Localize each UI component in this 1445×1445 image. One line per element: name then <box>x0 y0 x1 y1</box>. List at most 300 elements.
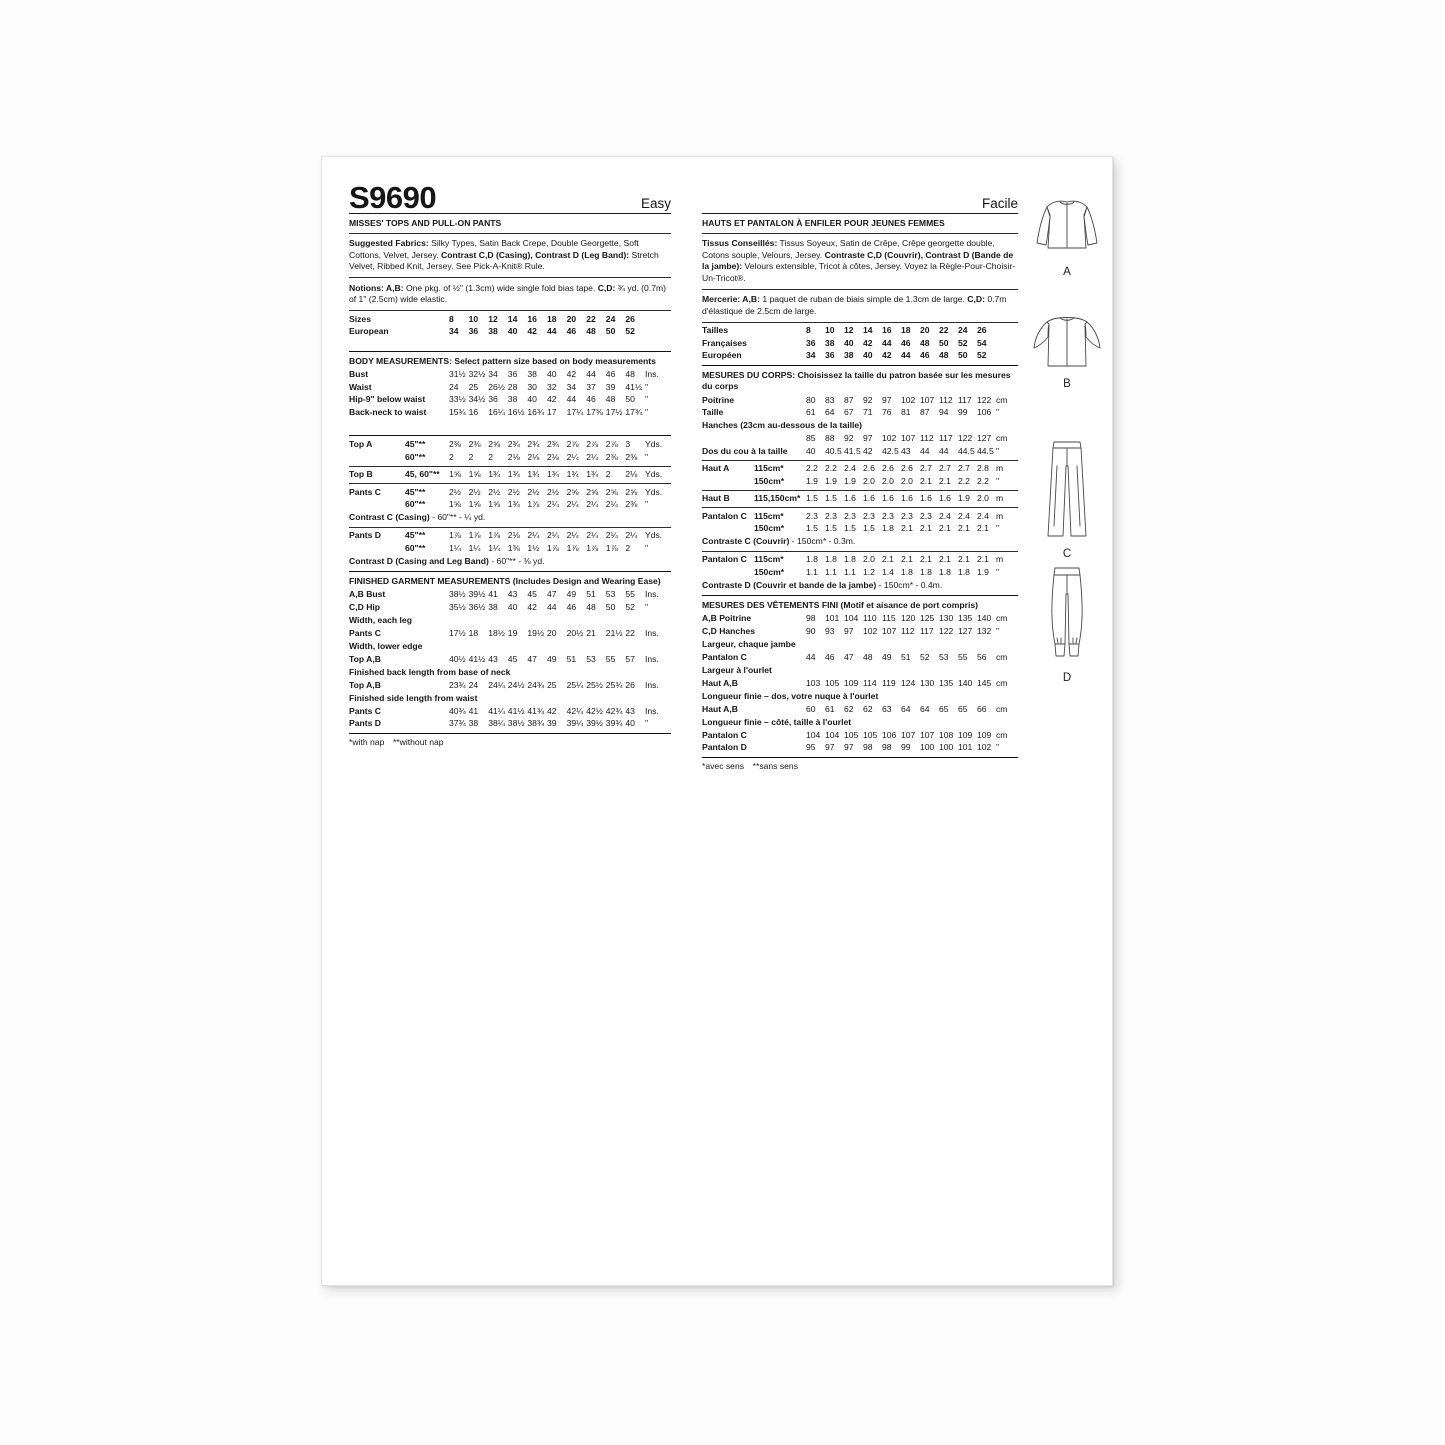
unit-cell: " <box>645 381 649 392</box>
value-cell: 62 <box>863 703 873 714</box>
value-cell: 114 <box>863 677 877 688</box>
value-cell: 55 <box>605 653 616 664</box>
value-cell: 53 <box>586 653 596 664</box>
value-cell: 103 <box>806 677 821 688</box>
value-cell: 49 <box>566 589 577 599</box>
table-row <box>702 651 1018 664</box>
value-cell: 41½ <box>625 381 643 392</box>
value-cell: 47 <box>527 653 537 664</box>
value-cell: 38 <box>507 394 518 404</box>
value-cell: 38 <box>488 601 498 612</box>
divider-thick <box>702 757 1018 758</box>
value-cell: 2.7 <box>958 463 970 473</box>
value-cell: 132 <box>977 625 992 636</box>
value-cell: 46 <box>920 350 930 360</box>
value-cell: 65 <box>958 703 968 714</box>
value-cell: 2.3 <box>901 510 913 521</box>
flutter-sleeve-top-icon <box>1031 305 1103 377</box>
value-cell: 41½ <box>507 705 525 716</box>
unit-cell: cm <box>996 703 1008 714</box>
row-sublabel: 45, 60"** <box>405 469 440 479</box>
table-row <box>702 350 1018 363</box>
value-cell: 2.2 <box>806 463 818 473</box>
value-cell: 44 <box>547 326 557 336</box>
value-cell: 135 <box>939 677 954 688</box>
value-cell: 2¼ <box>566 530 579 540</box>
value-cell: 55 <box>958 651 968 662</box>
value-cell: 2½ <box>449 486 461 497</box>
divider <box>349 277 671 278</box>
unit-cell: m <box>996 554 1004 564</box>
row-label: C,D Hanches <box>702 625 756 636</box>
bold-text: Width, each leg <box>349 614 412 625</box>
value-cell: 45 <box>527 589 537 599</box>
value-cell: 34½ <box>468 394 486 404</box>
value-cell: 26½ <box>488 381 505 392</box>
unit-cell: " <box>645 394 649 404</box>
section-header: MISSES' TOPS AND PULL-ON PANTS <box>349 217 502 228</box>
value-cell: 105 <box>844 729 859 740</box>
value-cell: 17¾ <box>625 406 643 417</box>
table-row <box>702 677 1018 690</box>
value-cell: 36½ <box>468 601 486 612</box>
value-cell: 106 <box>977 407 992 417</box>
value-cell: 1⅝ <box>468 469 481 479</box>
value-cell: 40¾ <box>449 705 466 716</box>
value-cell: 1⅜ <box>507 542 520 553</box>
value-cell: 48 <box>939 350 949 360</box>
value-cell: 50 <box>625 394 635 404</box>
value-cell: 32 <box>547 381 557 392</box>
unit-cell: cm <box>996 394 1008 405</box>
value-cell: 122 <box>977 394 992 405</box>
unit-cell: " <box>996 566 1000 577</box>
table-row <box>702 554 1018 567</box>
unit-cell: Ins. <box>645 679 659 690</box>
value-cell: 44 <box>882 337 892 348</box>
value-cell: 94 <box>939 407 949 417</box>
value-cell: 2.2 <box>958 475 970 486</box>
value-cell: 31½ <box>449 369 466 379</box>
value-cell: 3 <box>625 439 631 449</box>
value-cell: 140 <box>977 613 992 623</box>
value-cell: 1.1 <box>825 566 837 577</box>
value-cell: 25½ <box>586 679 603 690</box>
value-cell: 109 <box>958 729 973 740</box>
value-cell: 1.9 <box>844 475 856 486</box>
value-cell: 39¼ <box>566 718 584 728</box>
value-cell: 2.6 <box>882 463 894 473</box>
value-cell: 2¼ <box>547 530 559 540</box>
value-cell: 122 <box>958 433 973 443</box>
value-cell: 67 <box>844 407 854 417</box>
spacer <box>349 338 671 348</box>
value-cell: 21 <box>586 627 596 638</box>
unit-cell: m <box>996 493 1004 503</box>
value-cell: 22 <box>939 325 949 335</box>
row-sublabel: 115,150cm* <box>754 493 801 503</box>
value-cell: 106 <box>882 729 897 740</box>
text: Velours extensible, Tricot à côtes, Jersey. Voyez la Règle-Pour-Choisir-Un-Tricot®. <box>702 261 1016 283</box>
value-cell: 2¼ <box>625 530 638 540</box>
value-cell: 2.0 <box>863 554 875 564</box>
value-cell: 48 <box>586 601 596 612</box>
value-cell: 1½ <box>527 542 540 553</box>
text: 0.7m d'élastique de 2.5cm de large. <box>702 294 1007 316</box>
value-cell: 1.5 <box>825 523 837 533</box>
value-cell: 2¾ <box>527 439 540 449</box>
value-cell: 42¾ <box>605 705 623 716</box>
value-cell: 1.5 <box>844 523 856 533</box>
garment-label-a: A <box>1063 266 1071 278</box>
value-cell: 64 <box>901 703 911 714</box>
value-cell: 22 <box>625 627 635 638</box>
value-cell: 2¾ <box>547 439 559 449</box>
value-cell: 41¼ <box>488 705 505 716</box>
value-cell: 2.4 <box>939 510 951 521</box>
row-label: Top A,B <box>349 653 381 664</box>
value-cell: 1⅞ <box>566 542 579 553</box>
value-cell: 19½ <box>527 627 545 638</box>
value-cell: 50 <box>605 601 616 612</box>
value-cell: 105 <box>863 729 878 740</box>
value-cell: 2⅜ <box>625 499 638 509</box>
table-row <box>702 510 1018 523</box>
value-cell: 52 <box>958 337 968 348</box>
unit-cell: " <box>996 475 1000 486</box>
unit-cell: cm <box>996 729 1008 740</box>
value-cell: 104 <box>844 613 859 623</box>
value-cell: 60 <box>806 703 816 714</box>
cuffed-jogger-pants-icon <box>1037 559 1097 671</box>
table-note <box>702 664 1018 678</box>
value-cell: 2¼ <box>527 530 540 540</box>
value-cell: 100 <box>939 742 954 752</box>
value-cell: 1.8 <box>901 566 913 577</box>
value-cell: 2.1 <box>939 554 951 564</box>
value-cell: 1¾ <box>507 499 520 509</box>
value-cell: 36 <box>507 369 518 379</box>
french-column-header <box>702 179 1018 214</box>
value-cell: 85 <box>806 433 816 443</box>
value-cell: 2 <box>488 451 493 462</box>
paragraph <box>702 292 1018 320</box>
value-cell: 41 <box>488 589 498 599</box>
value-cell: 36 <box>468 326 479 336</box>
value-cell: 18 <box>468 627 479 638</box>
value-cell: 50 <box>605 326 616 336</box>
row-sublabel: 60"** <box>405 451 426 462</box>
value-cell: 48 <box>625 369 635 379</box>
value-cell: 102 <box>863 625 878 636</box>
value-cell: 35½ <box>449 601 466 612</box>
table-row <box>349 627 671 640</box>
value-cell: 40 <box>507 326 518 336</box>
value-cell: 16½ <box>507 406 525 417</box>
row-label: C,D Hip <box>349 601 381 612</box>
divider <box>702 551 1018 552</box>
row-sublabel: 115cm* <box>754 510 784 521</box>
value-cell: 39 <box>605 381 616 392</box>
value-cell: 145 <box>977 677 992 688</box>
table-row <box>702 325 1018 338</box>
table-note <box>349 511 671 525</box>
text: One pkg. of ½" (1.3cm) wide single fold bias tape. <box>403 282 598 293</box>
value-cell: 1.9 <box>977 566 989 577</box>
english-tables <box>349 216 671 750</box>
value-cell: 2.6 <box>901 463 913 473</box>
table-note <box>349 640 671 654</box>
value-cell: 18½ <box>488 627 505 638</box>
row-label: Bust <box>349 369 369 379</box>
value-cell: 2 <box>605 469 611 479</box>
value-cell: 1¾ <box>488 469 501 479</box>
table-note <box>349 736 671 750</box>
value-cell: 22 <box>586 313 596 324</box>
bold-text: Longueur finie – dos, votre nuque à l'ourlet <box>702 690 879 701</box>
value-cell: 40 <box>527 394 537 404</box>
value-cell: 38 <box>488 326 498 336</box>
value-cell: 102 <box>882 433 897 443</box>
value-cell: 25¼ <box>566 679 584 690</box>
unit-cell: m <box>996 510 1004 521</box>
unit-cell: m <box>996 463 1004 473</box>
value-cell: 107 <box>901 433 916 443</box>
value-cell: 2.1 <box>920 475 932 486</box>
table-row <box>349 679 671 692</box>
value-cell: 17¼ <box>566 406 584 417</box>
table-note <box>349 692 671 706</box>
divider-thick <box>349 733 671 734</box>
value-cell: 2.3 <box>920 510 932 521</box>
value-cell: 2.1 <box>882 554 894 564</box>
value-cell: 40 <box>806 445 816 456</box>
value-cell: 38 <box>825 337 835 348</box>
row-label: Pantalon C <box>702 510 747 521</box>
value-cell: 112 <box>939 394 953 405</box>
pattern-number: S9690 <box>349 180 437 215</box>
value-cell: 135 <box>958 613 973 623</box>
unit-cell: " <box>996 407 1000 417</box>
value-cell: 17⅜ <box>586 406 603 417</box>
value-cell: 44.5 <box>977 445 994 456</box>
bold-text: Hanches (23cm au-dessous de la taille) <box>702 420 862 430</box>
garment-view-c <box>1028 433 1106 560</box>
value-cell: 61 <box>806 407 816 417</box>
value-cell: 44 <box>920 445 930 456</box>
value-cell: 1.8 <box>806 554 818 564</box>
value-cell: 2.7 <box>939 463 951 473</box>
table-row <box>349 530 671 543</box>
value-cell: 2½ <box>547 486 559 497</box>
value-cell: 2½ <box>468 486 481 497</box>
value-cell: 25¾ <box>605 679 623 690</box>
value-cell: 42 <box>547 394 557 404</box>
value-cell: 92 <box>844 433 854 443</box>
value-cell: 51 <box>901 651 911 662</box>
bold-text: Suggested Fabrics: <box>349 238 429 248</box>
value-cell: 90 <box>806 625 816 636</box>
paragraph <box>349 236 671 276</box>
value-cell: 57 <box>625 653 635 664</box>
value-cell: 40 <box>863 350 873 360</box>
value-cell: 32½ <box>468 369 486 379</box>
straight-leg-pants-icon <box>1037 433 1097 547</box>
spacer <box>349 419 671 433</box>
value-cell: 37 <box>586 381 596 392</box>
value-cell: 20 <box>566 313 577 324</box>
value-cell: 16¼ <box>488 406 505 417</box>
table-row <box>349 718 671 731</box>
value-cell: 1.9 <box>806 475 818 486</box>
bold-text: Contraste C (Couvrir) <box>702 536 790 546</box>
unit-cell: Ins. <box>645 589 659 599</box>
value-cell: 1¾ <box>527 469 540 479</box>
value-cell: 88 <box>825 433 835 443</box>
row-label: Pantalon C <box>702 729 747 740</box>
value-cell: 102 <box>901 394 916 405</box>
value-cell: 2½ <box>488 486 501 497</box>
unit-cell: Ins. <box>645 369 659 379</box>
value-cell: 24 <box>605 313 616 324</box>
value-cell: 39½ <box>586 718 603 728</box>
row-sublabel: 150cm* <box>754 566 785 577</box>
value-cell: 97 <box>825 742 835 752</box>
value-cell: 40 <box>547 369 557 379</box>
unit-cell: cm <box>996 613 1008 623</box>
value-cell: 1⅞ <box>605 542 618 553</box>
value-cell: 2.0 <box>863 475 875 486</box>
bold-text: Mercerie: A,B: <box>702 294 760 304</box>
value-cell: 105 <box>825 677 840 688</box>
value-cell: 48 <box>863 651 873 662</box>
value-cell: 49 <box>882 651 892 662</box>
value-cell: 1¾ <box>566 469 579 479</box>
value-cell: 10 <box>825 325 835 335</box>
unit-cell: " <box>645 718 649 728</box>
row-sublabel: 115cm* <box>754 554 784 564</box>
bold-text: Contraste C,D (Couvrir), Contrast D (Bande de la jambe): <box>702 249 1014 271</box>
value-cell: 2.1 <box>939 475 951 486</box>
value-cell: 1.5 <box>806 523 818 533</box>
value-cell: 46 <box>566 601 577 612</box>
value-cell: 55 <box>625 589 635 599</box>
value-cell: 1⅝ <box>449 499 461 509</box>
value-cell: 107 <box>920 394 935 405</box>
unit-cell: Yds. <box>645 486 663 497</box>
value-cell: 2.1 <box>958 554 970 564</box>
bold-text: Finished side length from waist <box>349 692 478 703</box>
unit-cell: Ins. <box>645 705 659 716</box>
row-label: Françaises <box>702 337 747 348</box>
row-label: Pants C <box>349 627 381 638</box>
value-cell: 117 <box>920 625 934 636</box>
value-cell: 2.2 <box>825 463 837 473</box>
value-cell: 34 <box>488 369 498 379</box>
value-cell: 2¾ <box>507 439 520 449</box>
row-label: Pantalon D <box>702 742 747 752</box>
value-cell: 107 <box>882 625 897 636</box>
value-cell: 12 <box>844 325 854 335</box>
unit-cell: " <box>645 451 649 462</box>
value-cell: 54 <box>977 337 987 348</box>
value-cell: 64 <box>825 407 835 417</box>
english-column <box>349 179 671 750</box>
value-cell: 2.0 <box>977 493 989 503</box>
divider <box>349 233 671 234</box>
bold-text: C,D: <box>967 294 985 304</box>
value-cell: 97 <box>882 394 892 405</box>
value-cell: 17½ <box>605 406 623 417</box>
table-row <box>702 613 1018 626</box>
value-cell: 2.1 <box>901 554 913 564</box>
value-cell: 81 <box>901 407 911 417</box>
table-row <box>349 542 671 555</box>
value-cell: 41.5 <box>844 445 861 456</box>
row-label: Waist <box>349 381 372 392</box>
value-cell: 46 <box>901 337 911 348</box>
value-cell: 42 <box>863 445 873 456</box>
value-cell: 42.5 <box>882 445 899 456</box>
value-cell: 87 <box>844 394 854 405</box>
value-cell: 44 <box>566 394 577 404</box>
unit-cell: cm <box>996 433 1008 443</box>
value-cell: 2⅝ <box>605 486 618 497</box>
value-cell: 24¾ <box>527 679 545 690</box>
value-cell: 23¾ <box>449 679 466 690</box>
table-row <box>349 451 671 464</box>
value-cell: 117 <box>939 433 953 443</box>
value-cell: 25 <box>468 381 479 392</box>
value-cell: 87 <box>920 407 930 417</box>
garment-view-d <box>1028 559 1106 684</box>
row-sublabel: 150cm* <box>754 523 785 533</box>
bold-text: Contrast C,D (Casing), Contrast D (Leg Band): <box>441 249 630 260</box>
unit-cell: Yds. <box>645 439 663 449</box>
value-cell: 1.8 <box>844 554 856 564</box>
unit-cell: " <box>645 601 649 612</box>
divider <box>349 310 671 311</box>
table-row <box>702 566 1018 579</box>
value-cell: 109 <box>844 677 859 688</box>
row-label: Pants D <box>349 718 381 728</box>
difficulty-label-fr: Facile <box>981 196 1018 211</box>
row-label: Top B <box>349 469 373 479</box>
row-label: Pantalon C <box>702 554 747 564</box>
value-cell: 48 <box>605 394 616 404</box>
garment-view-a <box>1028 187 1106 278</box>
table-row <box>702 729 1018 742</box>
value-cell: 2⅝ <box>625 486 638 497</box>
text: *with nap **without nap <box>349 737 444 747</box>
value-cell: 1.6 <box>844 493 856 503</box>
table-note <box>702 638 1018 652</box>
value-cell: 2⅛ <box>547 451 559 462</box>
value-cell: 97 <box>844 742 854 752</box>
bold-text: Tissus Conseillés: <box>702 238 778 248</box>
value-cell: 39¾ <box>605 718 623 728</box>
value-cell: 16 <box>882 325 892 335</box>
table-row <box>349 439 671 452</box>
value-cell: 41 <box>468 705 479 716</box>
value-cell: 2.1 <box>901 523 913 533</box>
row-label: Haut A <box>702 463 730 473</box>
divider <box>349 483 671 484</box>
value-cell: 46 <box>566 326 577 336</box>
table-row <box>702 433 1018 446</box>
table-note <box>349 666 671 680</box>
value-cell: 107 <box>901 729 916 740</box>
